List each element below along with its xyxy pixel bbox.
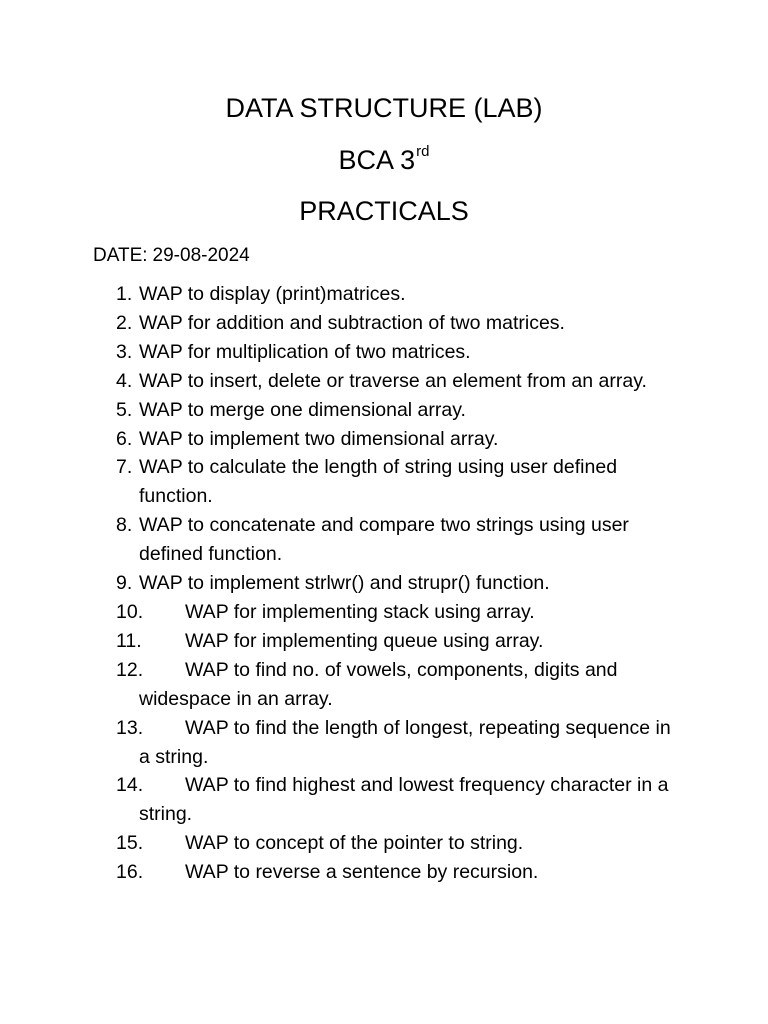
list-item <box>0 656 768 714</box>
list-item-text: WAP to find highest and lowest frequency character in a string. <box>139 774 669 826</box>
document-title: DATA STRUCTURE (LAB) <box>225 93 543 123</box>
practicals-list <box>0 280 768 887</box>
list-item-text: WAP to calculate the length of string using user defined function. <box>139 456 618 508</box>
list-item-number: 7. <box>116 456 133 479</box>
date-line <box>93 244 250 268</box>
list-item-text: WAP to implement two dimensional array. <box>139 427 499 450</box>
list-item-number: 14. <box>116 774 144 797</box>
list-item <box>0 598 768 627</box>
list-item-number: 5. <box>116 398 133 421</box>
list-item-text: WAP for multiplication of two matrices. <box>139 340 471 363</box>
list-item-text: WAP to implement strlwr() and strupr() function. <box>139 572 550 595</box>
list-item-text: WAP to merge one dimensional array. <box>139 398 466 421</box>
list-item-text: WAP to display (print)matrices. <box>139 283 406 305</box>
list-item <box>0 829 768 858</box>
list-item <box>0 453 768 511</box>
list-item-number: 12. <box>116 658 144 681</box>
list-item-number: 8. <box>116 514 133 537</box>
list-item <box>0 714 768 772</box>
list-item-number: 6. <box>116 427 133 450</box>
list-item-text: WAP to concept of the pointer to string. <box>185 832 524 855</box>
list-item <box>0 627 768 656</box>
list-item-number: 1. <box>116 283 133 305</box>
list-item <box>0 280 768 309</box>
section-heading: PRACTICALS <box>299 196 469 226</box>
date-label: DATE: <box>93 245 148 266</box>
list-item-text: WAP for implementing stack using array. <box>185 600 535 623</box>
list-item-number: 2. <box>116 311 133 334</box>
course-ordinal-suffix: rd <box>416 143 430 160</box>
list-item-number: 13. <box>116 716 144 739</box>
list-item-number: 10. <box>116 600 144 623</box>
course-name: BCA 3 <box>338 145 416 175</box>
list-item-text: WAP to find the length of longest, repeating sequence in a string. <box>139 716 671 768</box>
list-item <box>0 569 768 598</box>
list-item-number: 9. <box>116 572 133 595</box>
list-item-text: WAP to concatenate and compare two strings using user defined function. <box>139 514 629 566</box>
list-item-number: 15. <box>116 832 144 855</box>
list-item-text: WAP to find no. of vowels, components, digits and widespace in an array. <box>139 658 618 710</box>
list-item <box>0 858 768 887</box>
list-item-number: 3. <box>116 340 133 363</box>
list-item-text: WAP for implementing queue using array. <box>185 629 544 652</box>
date-value: 29-08-2024 <box>152 245 250 266</box>
list-item <box>0 309 768 338</box>
list-item <box>0 771 768 829</box>
list-item-number: 4. <box>116 369 133 392</box>
list-item-number: 16. <box>116 861 144 884</box>
list-item <box>0 425 768 454</box>
course-heading <box>0 144 768 176</box>
list-item <box>0 511 768 569</box>
list-item-text: WAP for addition and subtraction of two matrices. <box>139 311 565 334</box>
list-item-text: WAP to reverse a sentence by recursion. <box>185 861 539 884</box>
list-item <box>0 396 768 425</box>
list-item <box>0 338 768 367</box>
list-item-text: WAP to insert, delete or traverse an element from an array. <box>139 369 647 392</box>
list-item <box>0 367 768 396</box>
list-item-number: 11. <box>116 629 142 652</box>
